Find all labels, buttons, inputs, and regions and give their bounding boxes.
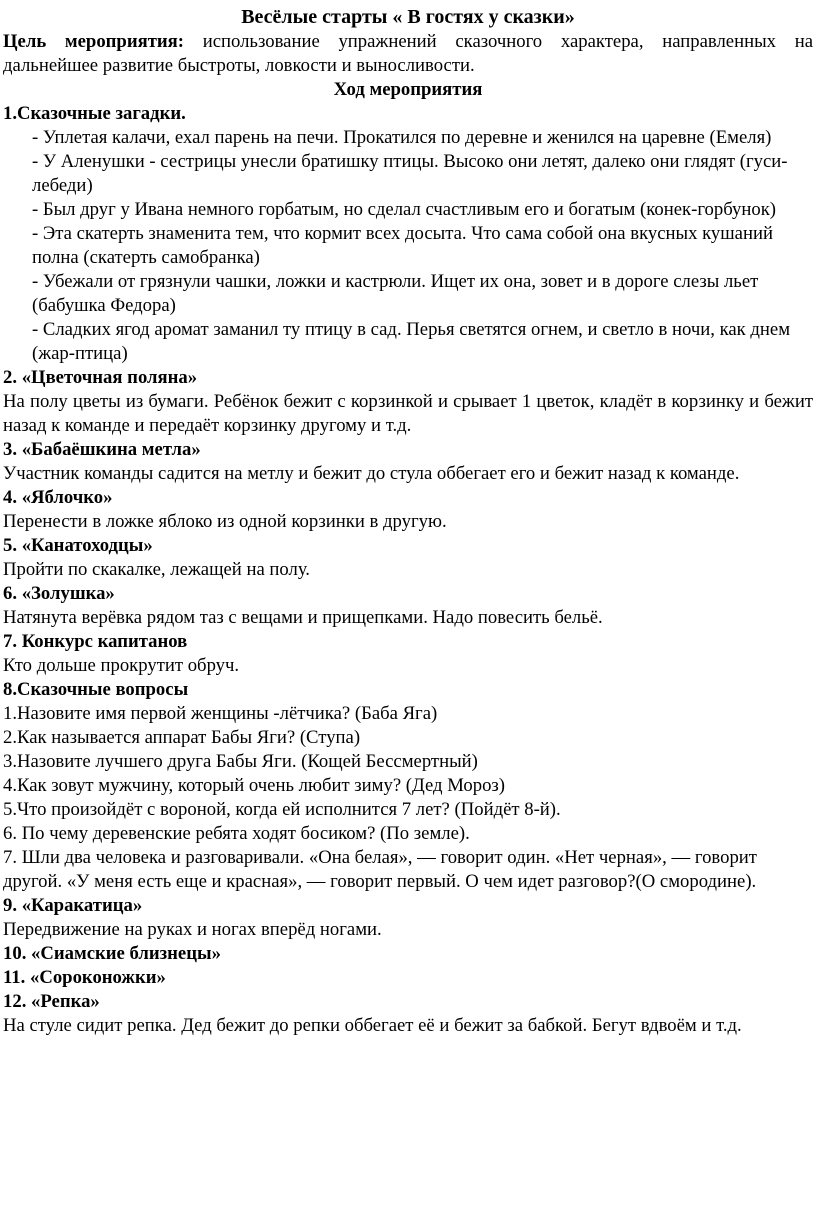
goal-text: использование упражнений сказочного характера, направленных на дальнейшее развитие быстроты, ловкости и выносливости. <box>3 31 814 76</box>
goal-label: Цель мероприятия: <box>3 31 184 52</box>
section-text-captains: Кто дольше прокрутит обруч. <box>3 655 240 676</box>
progress-heading: Ход мероприятия <box>333 79 483 100</box>
section-heading-captains: 7. Конкурс капитанов <box>3 631 188 652</box>
document-title: Весёлые старты « В гостях у сказки» <box>241 6 575 28</box>
question-item: 6. По чему деревенские ребята ходят босиком? (По земле). <box>3 823 470 844</box>
section-heading-broom: 3. «Бабаёшкина метла» <box>3 439 201 460</box>
question-item: 7. Шли два человека и разговаривали. «Она белая», — говорит один. «Нет черная», — говорит другой. «У меня есть еще и красная», — говорит первый. О чем идет разговор?(О смородине). <box>3 847 757 892</box>
section-heading-tightrope: 5. «Канатоходцы» <box>3 535 153 556</box>
section-text-flower-meadow: На полу цветы из бумаги. Ребёнок бежит с корзинкой и срывает 1 цветок, кладёт в корзинку и бежит назад к команде и передаёт корзинку другому и т.д. <box>3 391 813 436</box>
question-item: 4.Как зовут мужчину, который очень любит зиму? (Дед Мороз) <box>3 775 506 796</box>
question-item: 3.Назовите лучшего друга Бабы Яги. (Кощей Бессмертный) <box>3 751 478 772</box>
section-text-cuttlefish: Передвижение на руках и ногах вперёд ногами. <box>3 919 382 940</box>
section-text-apple: Перенести в ложке яблоко из одной корзинки в другую. <box>3 511 447 532</box>
section-heading-cinderella: 6. «Золушка» <box>3 583 115 604</box>
section-heading-flower-meadow: 2. «Цветочная поляна» <box>3 367 198 388</box>
section-heading-fairy-questions: 8.Сказочные вопросы <box>3 679 189 700</box>
riddle-item: - Эта скатерть знаменита тем, что кормит всех досыта. Что сама собой она вкусных кушаний полна (скатерть самобранка) <box>32 223 773 268</box>
riddle-item: - Сладких ягод аромат заманил ту птицу в сад. Перья светятся огнем, и светло в ночи, как днем (жар-птица) <box>32 319 791 364</box>
riddle-item: - У Аленушки - сестрицы унесли братишку птицы. Высоко они летят, далеко они глядят (гуси-лебеди) <box>32 151 788 196</box>
riddle-item: - Убежали от грязнули чашки, ложки и кастрюли. Ищет их она, зовет и в дороге слезы льет (бабушка Федора) <box>32 271 759 316</box>
section-text-cinderella: Натянута верёвка рядом таз с вещами и прищепками. Надо повесить бельё. <box>3 607 603 628</box>
section-text-turnip: На стуле сидит репка. Дед бежит до репки оббегает её и бежит за бабкой. Бегут вдвоём и т.д. <box>3 1015 742 1036</box>
question-item: 2.Как называется аппарат Бабы Яги? (Ступа) <box>3 727 361 748</box>
question-item: 1.Назовите имя первой женщины -лётчика? (Баба Яга) <box>3 703 438 724</box>
section-heading-apple: 4. «Яблочко» <box>3 487 113 508</box>
section-text-broom: Участник команды садится на метлу и бежит до стула оббегает его и бежит назад к команде. <box>3 463 740 484</box>
section-heading-siamese-twins: 10. «Сиамские близнецы» <box>3 943 221 964</box>
section-heading-turnip: 12. «Репка» <box>3 991 100 1012</box>
section-heading-riddles: 1.Сказочные загадки. <box>3 103 186 124</box>
question-item: 5.Что произойдёт с вороной, когда ей исполнится 7 лет? (Пойдёт 8-й). <box>3 799 561 820</box>
section-heading-cuttlefish: 9. «Каракатица» <box>3 895 143 916</box>
event-goal <box>3 30 813 78</box>
section-heading-centipedes: 11. «Сороконожки» <box>3 967 166 988</box>
riddle-item: - Был друг у Ивана немного горбатым, но сделал счастливым его и богатым (конек-горбунок) <box>32 199 776 220</box>
section-text-tightrope: Пройти по скакалке, лежащей на полу. <box>3 559 310 580</box>
riddle-item: - Уплетая калачи, ехал парень на печи. Прокатился по деревне и женился на царевне (Емеля) <box>32 127 772 148</box>
